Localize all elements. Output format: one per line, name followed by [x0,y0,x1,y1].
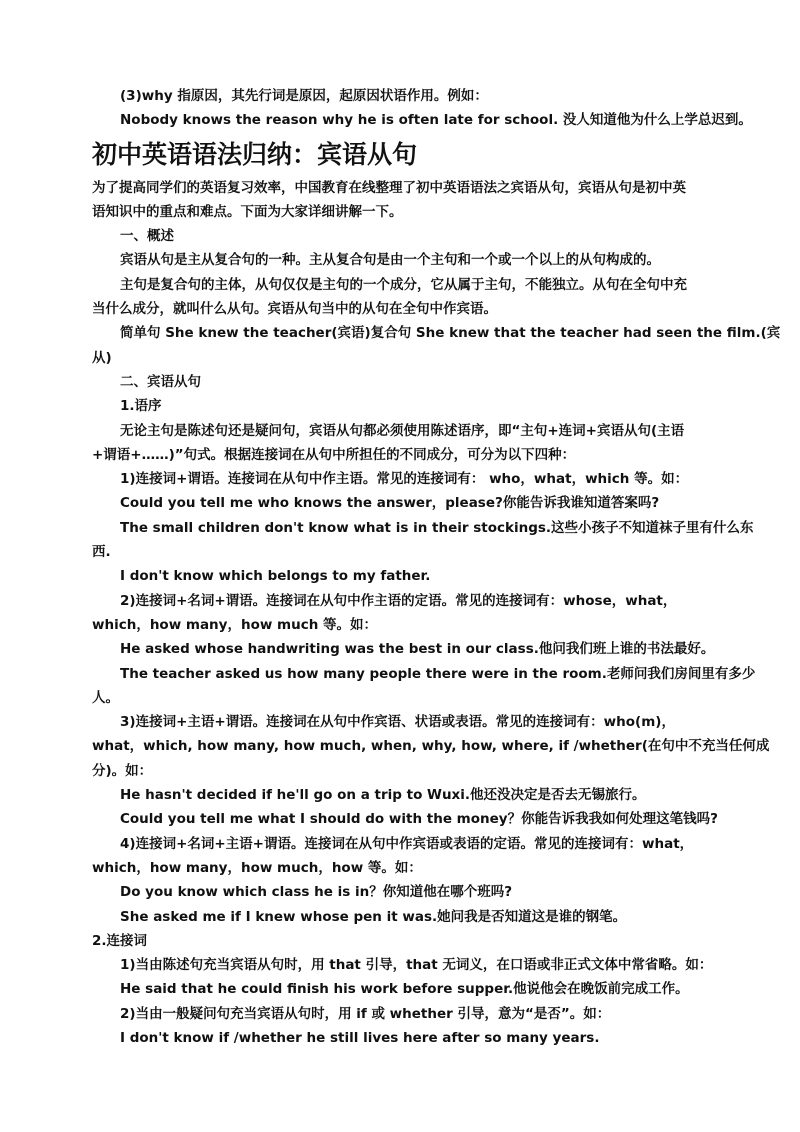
text-line: 3)连接词+主语+谓语。连接词在从句中作宾语、状语或表语。常见的连接词有：who(m)， [120,714,675,731]
text-line: He asked whose handwriting was the best in our class.他问我们班上谁的书法最好。 [120,641,715,658]
text-line: 2)当由一般疑问句充当宾语从句时，用 if 或 whether 引导，意为“是否”。如： [120,1005,611,1022]
text-line: Could you tell me who knows the answer，please?你能告诉我谁知道答案吗? [120,495,660,512]
text-line: +谓语+……)”句式。根据连接词在从句中所担任的不同成分，可分为以下四种： [92,446,576,463]
text-line: 主句是复合句的主体，从句仅仅是主句的一个成分，它从属于主句，不能独立。从句在全句中充 [120,276,687,293]
text-line: 简单句 She knew the teacher(宾语)复合句 She knew that the teacher had seen the film.(宾 [120,325,781,342]
text-line: Nobody knows the reason why he is often late for school. 没人知道他为什么上学总迟到。 [120,112,752,129]
text-line: 人。 [92,689,119,706]
text-line: 2)连接词+名词+谓语。连接词在从句中作主语的定语。常见的连接词有：whose，what， [120,592,677,609]
text-line: 从) [92,349,112,366]
text-line: I don't know if /whether he still lives here after so many years. [120,1029,600,1046]
text-line: which，how many，how much 等。如： [92,616,378,633]
text-line: I don't know which belongs to my father. [120,568,431,585]
text-line: 1.语序 [120,398,162,415]
text-line: 1)当由陈述句充当宾语从句时，用 that 引导，that 无词义，在口语或非正式文体中常省略。如： [120,957,713,974]
text-line: 当什么成分，就叫什么从句。宾语从句当中的从句在全句中作宾语。 [92,301,497,318]
section-title: 初中英语语法归纳：宾语从句 [92,139,418,169]
text-line: 宾语从句是主从复合句的一种。主从复合句是由一个主句和一个或一个以上的从句构成的。 [120,252,660,269]
text-line: He said that he could finish his work before supper.他说他会在晚饭前完成工作。 [120,981,689,998]
text-line: (3)why 指原因，其先行词是原因，起原因状语作用。例如： [120,88,488,104]
text-line: 分)。如： [92,762,153,779]
text-line: Could you tell me what I should do with the money？你能告诉我我如何处理这笔钱吗? [120,811,718,828]
text-line: 西. [92,544,111,561]
text-line: The small children don't know what is in their stockings.这些小孩子不知道袜子里有什么东 [120,519,754,536]
text-line: 4)连接词+名词+主语+谓语。连接词在从句中作宾语或表语的定语。常见的连接词有：what， [120,835,694,852]
text-line: 二、宾语从句 [120,373,201,390]
text-line: Do you know which class he is in？你知道他在哪个班吗? [120,884,513,901]
text-line: He hasn't decided if he'll go on a trip to Wuxi.他还没决定是否去无锡旅行。 [120,787,646,804]
text-line: what，which, how many, how much, when, why, how, where, if /whether(在句中不充当任何成 [92,738,770,755]
text-line: 无论主句是陈述句还是疑问句，宾语从句都必须使用陈述语序，即“主句+连词+宾语从句(主语 [120,422,685,439]
text-line: 2.连接词 [92,932,148,949]
text-line: She asked me if I knew whose pen it was.她问我是否知道这是谁的钢笔。 [120,908,627,925]
text-line: 一、概述 [120,228,174,245]
text-line: 为了提高同学们的英语复习效率，中国教育在线整理了初中英语语法之宾语从句，宾语从句是初中英 [92,179,686,196]
text-line: 语知识中的重点和难点。下面为大家详细讲解一下。 [92,203,403,220]
text-line: 1)连接词+谓语。连接词在从句中作主语。常见的连接词有： who，what，which 等。如： [120,471,689,488]
text-line: The teacher asked us how many people there were in the room.老师问我们房间里有多少 [120,665,756,682]
text-line: which，how many，how much，how 等。如： [92,859,422,876]
